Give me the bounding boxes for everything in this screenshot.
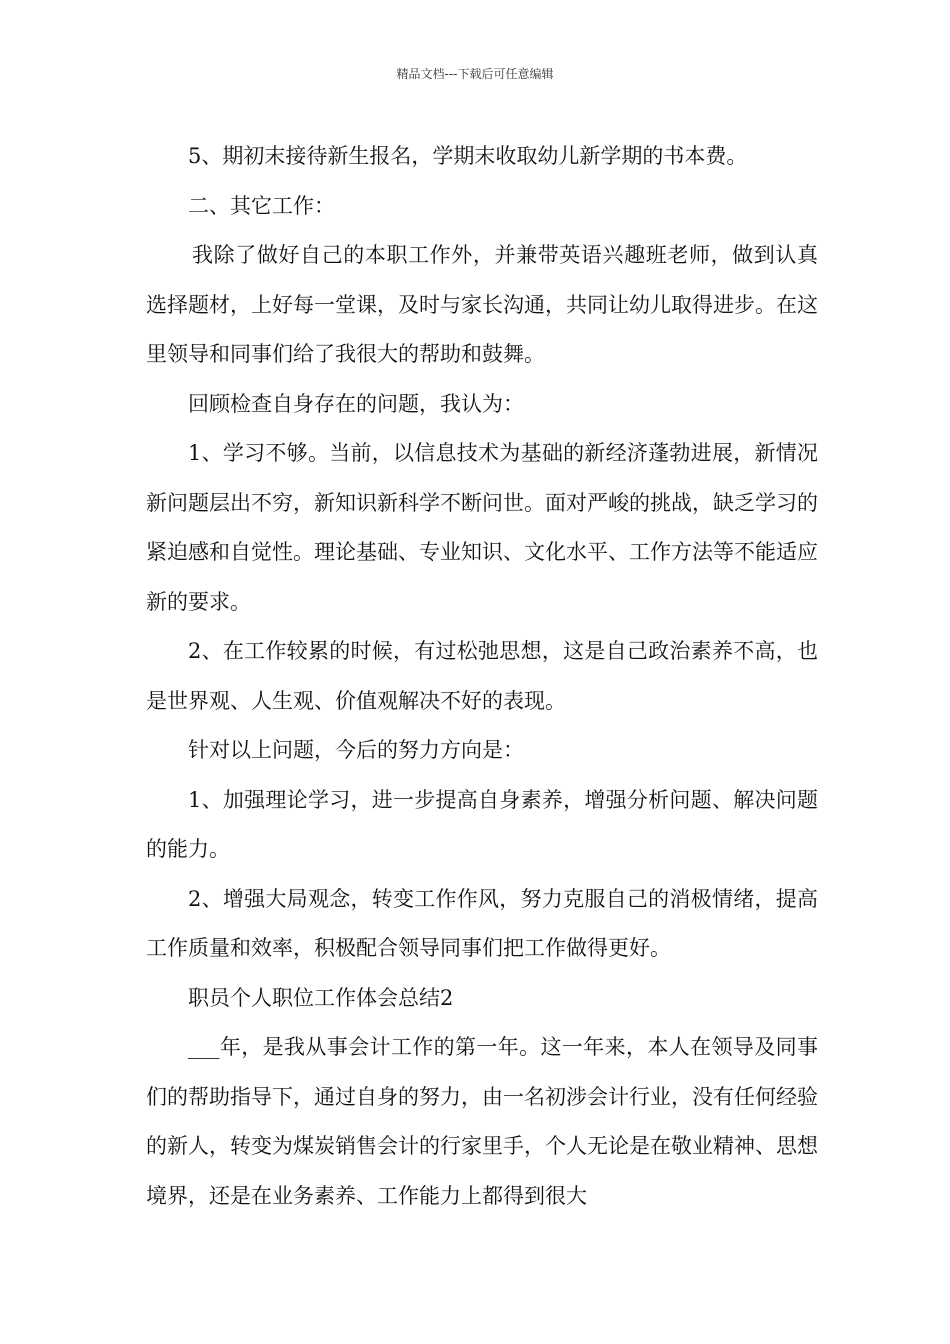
page-header: 精品文档---下载后可任意编辑 — [396, 67, 554, 81]
section-title-summary-2: 职员个人职位工作体会总结2 — [188, 985, 454, 1010]
paragraph-direction-2: 2、增强大局观念，转变工作作风，努力克服自己的消极情绪，提高工作质量和效率，积极配合领导同事们把工作做得更好。 — [146, 886, 818, 960]
document-body — [146, 132, 818, 1221]
paragraph-english-class: 我除了做好自己的本职工作外，并兼带英语兴趣班老师，做到认真选择题材，上好每一堂课，及时与家长沟通，共同让幼儿取得进步。在这里领导和同事们给了我很大的帮助和鼓舞。 — [146, 243, 818, 366]
paragraph-problem-2: 2、在工作较累的时候，有过松弛思想，这是自己政治素养不高，也是世界观、人生观、价值观解决不好的表现。 — [146, 639, 818, 713]
paragraph-review-intro: 回顾检查自身存在的问题，我认为： — [188, 391, 524, 416]
section-heading-other-work: 二、其它工作： — [188, 193, 335, 218]
paragraph-problem-1: 1、学习不够。当前，以信息技术为基础的新经济蓬勃进展，新情况新问题层出不穷，新知识新科学不断问世。面对严峻的挑战，缺乏学习的紧迫感和自觉性。理论基础、专业知识、文化水平、工作方法等不能适应新的要求。 — [146, 441, 818, 614]
paragraph-direction-intro: 针对以上问题，今后的努力方向是： — [188, 738, 524, 762]
paragraph-direction-1: 1、加强理论学习，进一步提高自身素养，增强分析问题、解决问题的能力。 — [146, 787, 818, 861]
paragraph-accounting-year: ___年，是我从事会计工作的第一年。这一年来，本人在领导及同事们的帮助指导下，通过自身的努力，由一名初涉会计行业，没有任何经验的新人，转变为煤炭销售会计的行家里手，个人无论是在敬业精神、思想境界，还是在业务素养、工作能力上都得到很大 — [146, 1035, 818, 1208]
paragraph-registration: 5、期初末接待新生报名，学期末收取幼儿新学期的书本费。 — [188, 144, 748, 168]
